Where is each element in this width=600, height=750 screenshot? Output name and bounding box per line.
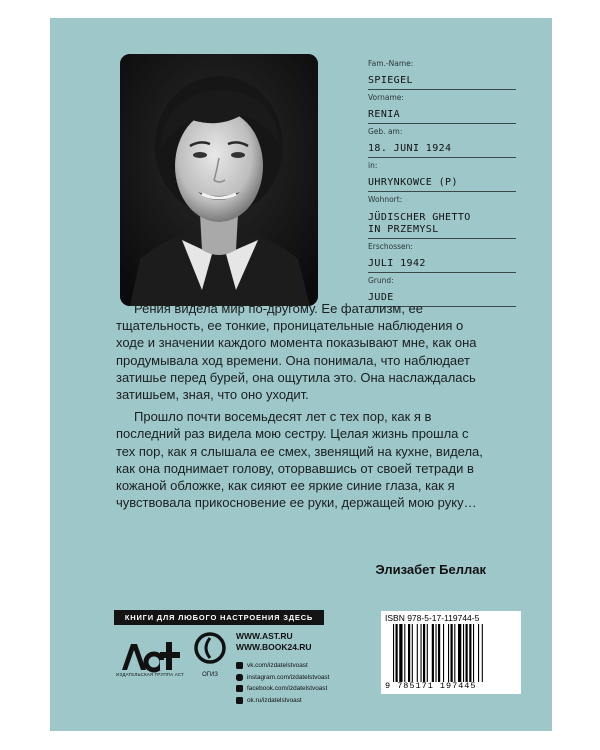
barcode-bar bbox=[412, 624, 413, 682]
publisher-banner: КНИГИ ДЛЯ ЛЮБОГО НАСТРОЕНИЯ ЗДЕСЬ bbox=[114, 610, 324, 625]
ast-logo-caption: ИЗДАТЕЛЬСКАЯ ГРУППА АСТ bbox=[116, 672, 184, 677]
field-value: RENIA bbox=[368, 109, 401, 120]
portrait-photo bbox=[120, 54, 318, 306]
social-link-text: facebook.com/izdatelstvoast bbox=[247, 685, 328, 692]
id-card-form bbox=[368, 59, 516, 310]
isbn-number: ISBN 978-5-17-119744-5 bbox=[385, 613, 480, 623]
social-link-instagram[interactable] bbox=[236, 672, 329, 684]
barcode-bar bbox=[399, 624, 402, 682]
barcode-digits: 9 785171 197445 bbox=[385, 681, 477, 691]
barcode-bar bbox=[458, 624, 461, 682]
field-value: JUDE bbox=[368, 292, 394, 303]
social-link-ok[interactable] bbox=[236, 695, 329, 707]
blurb-text bbox=[116, 300, 488, 511]
website-link[interactable]: WWW.BOOK24.RU bbox=[236, 642, 312, 652]
shot-date-field bbox=[368, 242, 516, 273]
barcode-bar bbox=[482, 624, 483, 682]
field-value: UHRYNKOWCE (P) bbox=[368, 177, 458, 188]
barcode-bar bbox=[448, 624, 449, 682]
barcode-graphic bbox=[393, 624, 515, 682]
barcode-bar bbox=[417, 624, 418, 682]
field-label: Vorname: bbox=[368, 93, 404, 102]
barcode-bar bbox=[478, 624, 479, 682]
social-links bbox=[236, 660, 329, 706]
barcode-bar bbox=[473, 624, 474, 682]
field-value: JULI 1942 bbox=[368, 258, 426, 269]
field-value: 18. JUNI 1924 bbox=[368, 143, 452, 154]
barcode-bar bbox=[438, 624, 440, 682]
barcode-bar bbox=[408, 624, 410, 682]
birthplace-field bbox=[368, 161, 516, 192]
field-label: Grund: bbox=[368, 276, 394, 285]
barcode-bar bbox=[454, 624, 455, 682]
book-back-cover bbox=[50, 18, 552, 731]
barcode-bar bbox=[451, 624, 453, 682]
blurb-paragraph-2: Прошло почти восемьдесят лет с тех пор, как я в последний раз видела мою сестру. Целая жизнь прошла с тех пор, как я слышала ее смех, звенящий на кухне, видела, как она поднимает голову, оторвавшись от своей тетради в кожаной обложке, как сияют ее яркие синие глаза, как я чувствовала прикосновение ее руки, держащей мою руку… bbox=[116, 409, 483, 511]
field-label: Erschossen: bbox=[368, 242, 413, 251]
born-date-field bbox=[368, 127, 516, 158]
barcode-bar bbox=[423, 624, 425, 682]
barcode-bar bbox=[421, 624, 422, 682]
ogiz-logo-caption: ОГИЗ bbox=[202, 672, 218, 678]
facebook-icon bbox=[236, 685, 243, 692]
vk-icon bbox=[236, 662, 243, 669]
barcode-bar bbox=[463, 624, 464, 682]
barcode-bar bbox=[404, 624, 405, 682]
isbn-barcode-box bbox=[381, 611, 521, 694]
blurb-paragraph-1: Рения видела мир по-другому. Ее фатализм, ее тщательность, ее тонкие, проницательные наблюдения о ходе и значении каждого момента показывают мне, как она продумывала ход времени. Она понимала, что наблюдает затишье перед бурей, она ощутила это. Она наслаждалась затишьем, зная, что оно уходит. bbox=[116, 301, 477, 403]
barcode-bar bbox=[443, 624, 444, 682]
social-link-text: vk.com/izdatelstvoast bbox=[247, 662, 308, 669]
field-value: SPIEGEL bbox=[368, 75, 413, 86]
social-link-facebook[interactable] bbox=[236, 683, 329, 695]
portrait-illustration bbox=[120, 54, 318, 306]
social-link-text: instagram.com/izdatelstvoast bbox=[247, 673, 330, 681]
residence-field bbox=[368, 195, 516, 239]
field-label: Fam.-Name: bbox=[368, 59, 414, 68]
barcode-bar bbox=[427, 624, 428, 682]
barcode-bar bbox=[469, 624, 471, 682]
barcode-bar bbox=[466, 624, 468, 682]
family-name-field bbox=[368, 59, 516, 90]
ok-icon bbox=[236, 697, 243, 704]
social-link-vk[interactable] bbox=[236, 660, 329, 672]
first-name-field bbox=[368, 93, 516, 124]
barcode-bar bbox=[436, 624, 437, 682]
website-link[interactable]: WWW.AST.RU bbox=[236, 631, 293, 641]
field-label: Wohnort: bbox=[368, 195, 403, 204]
website-links bbox=[236, 631, 312, 653]
field-label: in: bbox=[368, 161, 378, 170]
barcode-bar bbox=[393, 624, 394, 682]
barcode-bar bbox=[396, 624, 398, 682]
field-value: JÜDISCHER GHETTO IN PRZEMYSL bbox=[368, 212, 471, 235]
barcode-bar bbox=[432, 624, 434, 682]
social-link-text: ok.ru/izdatelstvoast bbox=[247, 696, 302, 704]
instagram-icon bbox=[236, 674, 243, 681]
author-name: Элизабет Беллак bbox=[375, 562, 486, 577]
field-label: Geb. am: bbox=[368, 127, 403, 136]
